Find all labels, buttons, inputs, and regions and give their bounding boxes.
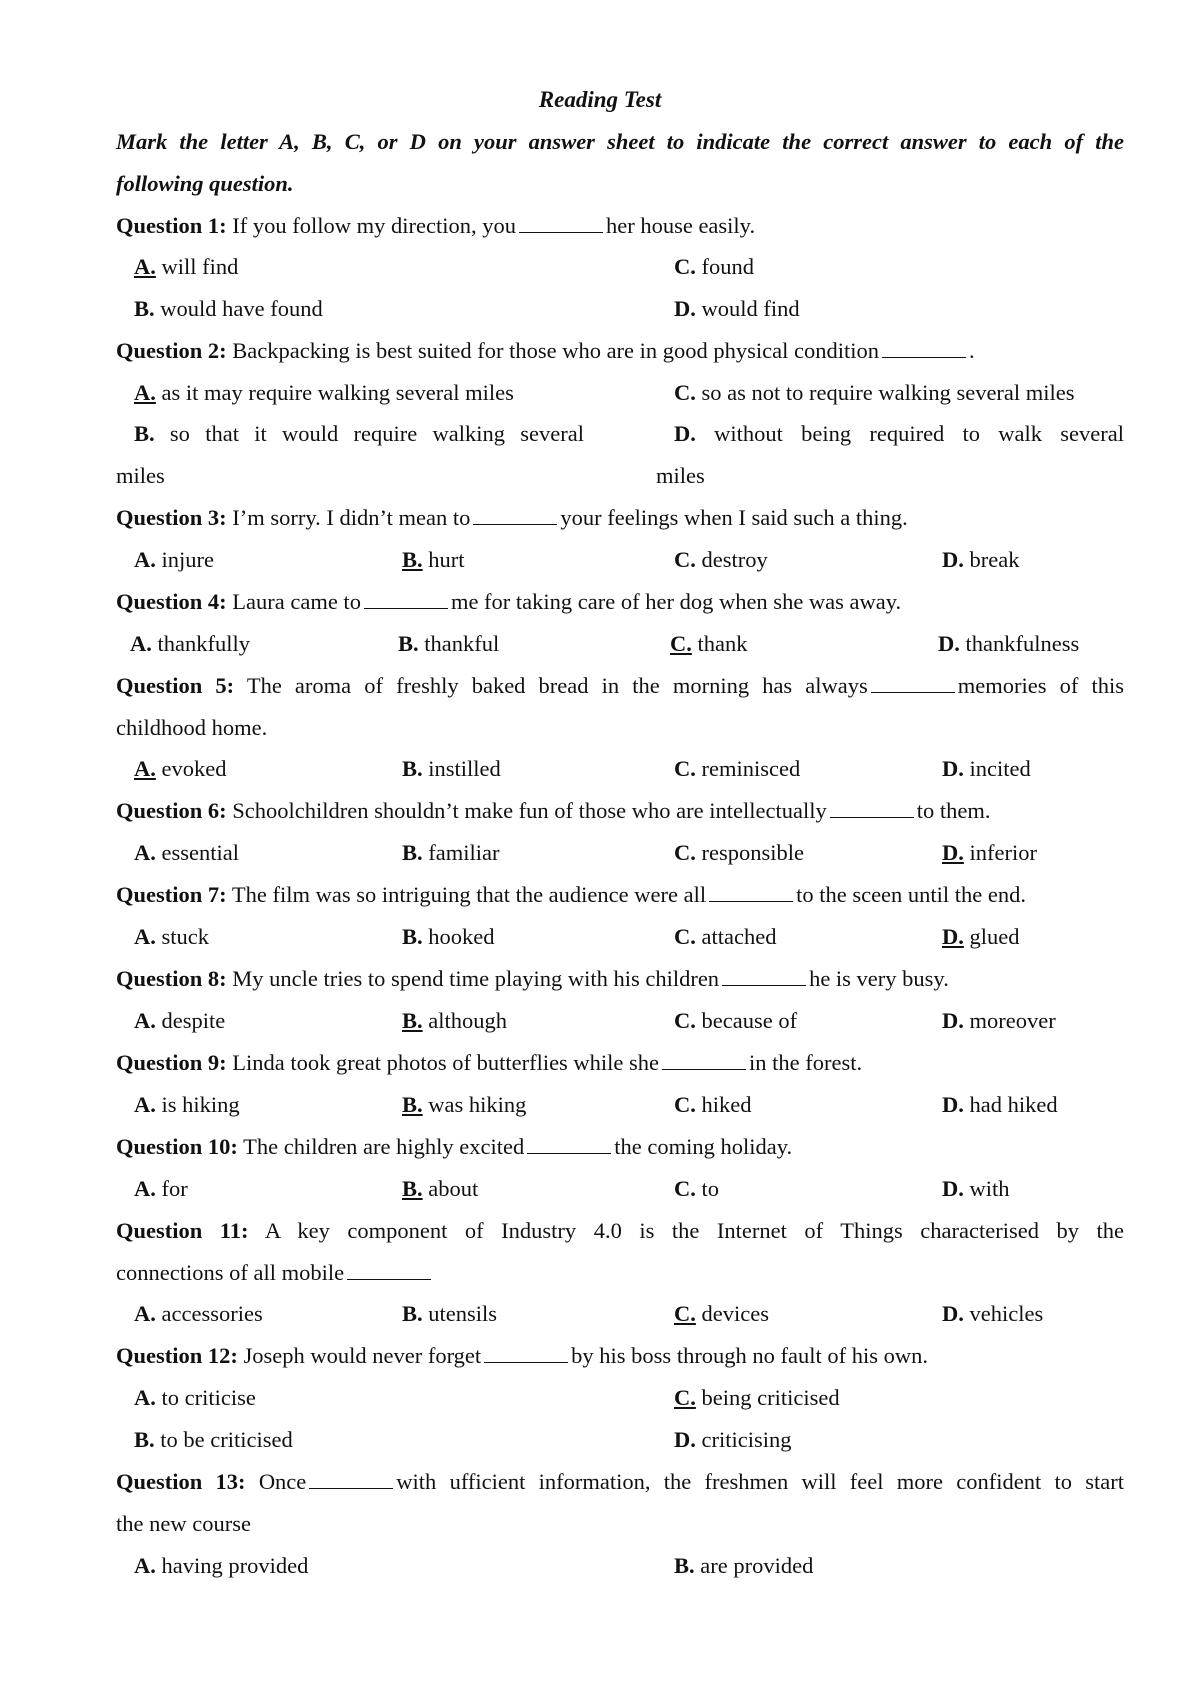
question-6-option-b[interactable]: B. familiar <box>402 840 500 865</box>
question-11-option-b[interactable]: B. utensils <box>402 1301 498 1326</box>
answer-blank <box>882 337 966 358</box>
question-1-option-c[interactable]: C. found <box>674 254 754 279</box>
question-12-option-c[interactable]: C. being criticised <box>674 1385 840 1410</box>
question-6-stem: Question 6: Schoolchildren shouldn’t make fun of those who are intellectually to them. <box>116 798 991 823</box>
question-3-option-a[interactable]: A. injure <box>134 547 214 572</box>
answer-blank <box>364 588 448 609</box>
question-12-stem: Question 12: Joseph would never forget by his boss through no fault of his own. <box>116 1343 929 1368</box>
answer-blank <box>527 1133 611 1154</box>
question-5-stem: Question 5: The aroma of freshly baked bread in the morning has always memories of this <box>116 673 1124 698</box>
question-4-option-b[interactable]: B. thankful <box>398 631 500 656</box>
question-5-option-c[interactable]: C. reminisced <box>674 756 801 781</box>
question-7-option-d[interactable]: D. glued <box>942 924 1020 949</box>
question-8-option-d[interactable]: D. moreover <box>942 1008 1056 1033</box>
question-5-stem-continued: childhood home. <box>116 715 268 740</box>
question-13-option-b[interactable]: B. are provided <box>674 1553 814 1578</box>
question-label: Question 1: <box>116 213 227 238</box>
answer-blank <box>722 965 806 986</box>
document-title: Reading Test <box>538 87 662 112</box>
question-10-option-a[interactable]: A. for <box>134 1176 188 1201</box>
question-2-option-d[interactable]: D. without being required to walk several <box>674 421 1124 446</box>
question-3-option-c[interactable]: C. destroy <box>674 547 768 572</box>
question-9-option-a[interactable]: A. is hiking <box>134 1092 240 1117</box>
question-4-option-c[interactable]: C. thank <box>670 631 748 656</box>
question-12-option-b[interactable]: B. to be criticised <box>134 1427 293 1452</box>
question-1-option-b[interactable]: B. would have found <box>134 296 323 321</box>
question-9-option-b[interactable]: B. was hiking <box>402 1092 527 1117</box>
answer-blank <box>484 1342 568 1363</box>
question-11-option-c[interactable]: C. devices <box>674 1301 769 1326</box>
question-1-stem: Question 1: If you follow my direction, you her house easily. <box>116 213 756 238</box>
question-1-option-d[interactable]: D. would find <box>674 296 800 321</box>
question-10-option-c[interactable]: C. to <box>674 1176 720 1201</box>
answer-blank <box>709 881 793 902</box>
question-9-stem: Question 9: Linda took great photos of butterflies while she in the forest. <box>116 1050 863 1075</box>
question-4-stem: Question 4: Laura came to me for taking care of her dog when she was away. <box>116 589 902 614</box>
question-10-stem: Question 10: The children are highly excited the coming holiday. <box>116 1134 793 1159</box>
answer-blank <box>347 1259 431 1280</box>
question-7-option-c[interactable]: C. attached <box>674 924 777 949</box>
question-3-option-d[interactable]: D. break <box>942 547 1020 572</box>
question-7-option-b[interactable]: B. hooked <box>402 924 495 949</box>
question-3-option-b[interactable]: B. hurt <box>402 547 465 572</box>
instruction-line-2: following question. <box>116 171 294 196</box>
question-9-option-c[interactable]: C. hiked <box>674 1092 752 1117</box>
question-8-option-b[interactable]: B. although <box>402 1008 508 1033</box>
question-2-option-b[interactable]: B. so that it would require walking several <box>134 421 584 446</box>
question-13-stem: Question 13: Once with ufficient information, the freshmen will feel more confident to start <box>116 1469 1124 1494</box>
question-11-stem-continued: connections of all mobile <box>116 1259 1124 1287</box>
question-6-option-a[interactable]: A. essential <box>134 840 239 865</box>
answer-blank <box>473 504 557 525</box>
question-13-option-a[interactable]: A. having provided <box>134 1553 309 1578</box>
question-2-option-a[interactable]: A. as it may require walking several miles <box>134 380 514 405</box>
question-6-option-c[interactable]: C. responsible <box>674 840 804 865</box>
instruction-line-1: Mark the letter A, B, C, or D on your answer sheet to indicate the correct answer to each of the <box>116 129 1124 154</box>
answer-blank <box>662 1049 746 1070</box>
question-4-option-a[interactable]: A. thankfully <box>130 631 250 656</box>
question-2-option-d-continued: miles <box>656 463 705 488</box>
question-11-option-d[interactable]: D. vehicles <box>942 1301 1044 1326</box>
question-5-option-d[interactable]: D. incited <box>942 756 1031 781</box>
question-10-option-d[interactable]: D. with <box>942 1176 1010 1201</box>
question-13-stem-continued: the new course <box>116 1511 251 1536</box>
question-3-stem: Question 3: I’m sorry. I didn’t mean to your feelings when I said such a thing. <box>116 505 908 530</box>
question-7-option-a[interactable]: A. stuck <box>134 924 209 949</box>
question-10-option-b[interactable]: B. about <box>402 1176 479 1201</box>
question-6-option-d[interactable]: D. inferior <box>942 840 1037 865</box>
question-2-stem: Question 2: Backpacking is best suited for those who are in good physical condition . <box>116 338 975 363</box>
question-1-option-a[interactable]: A. will find <box>134 254 239 279</box>
question-11-stem: Question 11: A key component of Industry 4.0 is the Internet of Things characterised by the <box>116 1218 1124 1243</box>
question-12-option-d[interactable]: D. criticising <box>674 1427 792 1452</box>
question-11-option-a[interactable]: A. accessories <box>134 1301 263 1326</box>
question-5-option-a[interactable]: A. evoked <box>134 756 227 781</box>
question-9-option-d[interactable]: D. had hiked <box>942 1092 1058 1117</box>
question-5-option-b[interactable]: B. instilled <box>402 756 501 781</box>
question-4-option-d[interactable]: D. thankfulness <box>938 631 1080 656</box>
answer-blank <box>830 797 914 818</box>
question-2-option-c[interactable]: C. so as not to require walking several miles <box>674 380 1075 405</box>
question-2-option-b-continued: miles <box>116 463 165 488</box>
question-8-option-a[interactable]: A. despite <box>134 1008 226 1033</box>
answer-blank <box>871 672 955 693</box>
question-7-stem: Question 7: The film was so intriguing that the audience were all to the sceen until the end. <box>116 882 1027 907</box>
answer-blank <box>519 212 603 233</box>
question-8-option-c[interactable]: C. because of <box>674 1008 798 1033</box>
question-8-stem: Question 8: My uncle tries to spend time playing with his children he is very busy. <box>116 966 949 991</box>
question-12-option-a[interactable]: A. to criticise <box>134 1385 256 1410</box>
answer-blank <box>309 1468 393 1489</box>
